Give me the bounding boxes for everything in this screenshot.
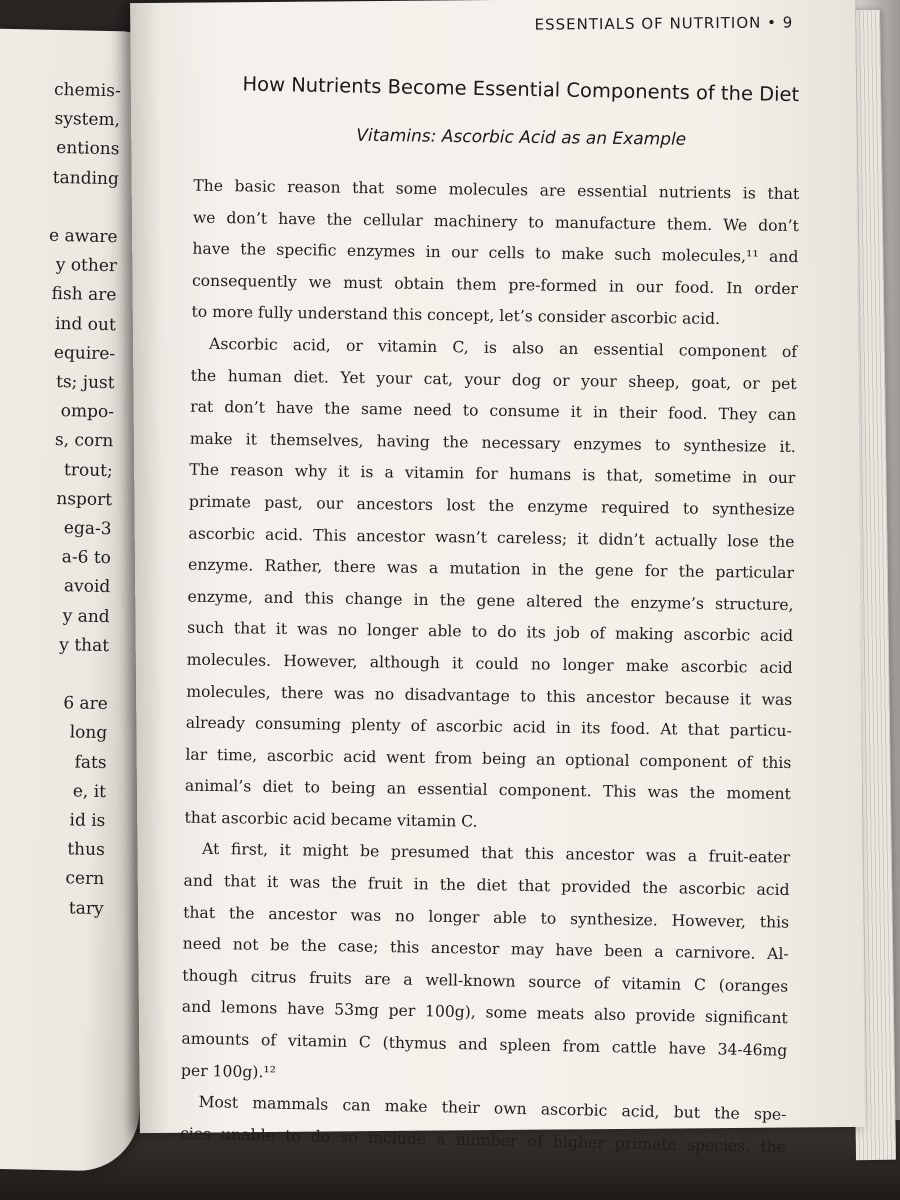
left-page-line: system, — [54, 109, 121, 131]
body-line: have the specific enzymes in our cells to make such molecules,¹¹ and — [192, 239, 799, 267]
body-line: that the ancestor was no longer able to synthesize. However, this — [183, 903, 790, 932]
body-line: enzyme. Rather, there was a mutation in the gene for the particular — [187, 555, 795, 583]
body-line: amounts of vitamin C (thymus and spleen from cattle have 34-46mg — [181, 1029, 788, 1060]
left-page-line: tanding — [52, 167, 120, 189]
body-line: enzyme, and this change in the gene altered the enzyme’s structure, — [187, 587, 794, 614]
left-page-line: 6 are — [63, 693, 109, 715]
body-line: to more fully understand this concept, let’s consider ascorbic acid. — [191, 302, 721, 329]
left-page-line: y that — [59, 634, 110, 656]
body-line: The basic reason that some molecules are essential nutrients is that — [193, 176, 800, 204]
section-heading: Vitamins: Ascorbic Acid as an Example — [356, 125, 687, 150]
left-page-line: chemis- — [53, 79, 121, 102]
left-page-line: s, corn — [54, 430, 114, 452]
body-line: already consuming plenty of ascorbic acid in its food. At that particu- — [185, 713, 792, 741]
body-line: ascorbic acid. This ancestor wasn’t careless; it didn’t actually lose the — [188, 524, 795, 551]
left-page-line: thus — [67, 839, 105, 861]
body-line: molecules, there was no disadvantage to this ancestor because it was — [186, 682, 793, 709]
left-page-line: ompo- — [60, 401, 115, 423]
left-page-line: long — [69, 722, 108, 744]
left-page-line: y and — [62, 605, 110, 627]
left-page-gap — [0, 658, 109, 690]
left-page-gap — [0, 191, 119, 223]
body-line: per 100g).¹² — [180, 1061, 277, 1082]
body-line: primate past, our ancestors lost the enzyme required to synthesize — [188, 492, 795, 520]
left-page-line: ega-3 — [63, 518, 112, 540]
body-line: that ascorbic acid became vitamin C. — [184, 808, 478, 831]
left-page-line: fats — [74, 752, 107, 773]
left-page-line: entions — [56, 138, 120, 160]
body-line: animal’s diet to being an essential component. This was the moment — [184, 776, 792, 804]
left-page-line: cern — [65, 868, 105, 890]
body-line: though citrus fruits are a well-known source of vitamin C (oranges — [182, 966, 789, 996]
body-line: the human diet. Yet your cat, your dog or your sheep, goat, or pet — [190, 366, 797, 393]
body-line: lar time, ascorbic acid went from being an optional component of this — [185, 745, 792, 772]
body-line: rat don’t have the same need to consume it in their food. They can — [190, 397, 797, 425]
left-page-line: ts; just — [55, 371, 115, 394]
body-line: need not be the case; this ancestor may have been a carnivore. Al- — [182, 934, 789, 964]
left-page-line: tary — [68, 898, 104, 919]
left-page-line: a-6 to — [61, 547, 112, 569]
left-page-line: id is — [69, 810, 106, 832]
left-page-line: nsport — [56, 488, 113, 510]
body-line: At first, it might be presumed that this ancestor was a fruit-eater — [201, 840, 791, 868]
body-line: Ascorbic acid, or vitamin C, is also an essential component of — [209, 334, 798, 362]
body-line: make it themselves, having the necessary enzymes to synthesize it. — [189, 429, 796, 456]
left-page-line: ind out — [54, 313, 116, 335]
body-line: consequently we must obtain them pre-formed in our food. In order — [191, 271, 799, 298]
left-page-line: e, it — [72, 781, 107, 802]
left-page-line: y other — [55, 255, 118, 277]
body-line: Most mammals can make their own ascorbic acid, but the spe- — [198, 1093, 787, 1124]
body-line: and lemons have 53mg per 100g), some meats also provide significant — [181, 997, 788, 1028]
body-line: molecules. However, although it could no longer make ascorbic acid — [186, 650, 793, 677]
running-head: ESSENTIALS OF NUTRITION • 9 — [534, 13, 794, 34]
left-page-text — [0, 74, 121, 924]
body-line: and that it was the fruit in the diet that provided the ascorbic acid — [183, 871, 790, 900]
left-page-line: trout; — [63, 459, 113, 481]
body-line: we don’t have the cellular machinery to manufacture them. We don’t — [192, 208, 799, 235]
body-text — [180, 171, 800, 1159]
left-page-line: e aware — [48, 225, 118, 248]
chapter-heading: How Nutrients Become Essential Components of the Diet — [242, 72, 800, 107]
right-page — [130, 0, 865, 1157]
left-page-line: avoid — [63, 576, 111, 598]
left-page-line: fish are — [51, 284, 117, 306]
body-line: such that it was no longer able to do its job of making ascorbic acid — [187, 618, 794, 646]
body-line: cies unable to do so include a number of higher primate species, the — [179, 1124, 787, 1157]
left-page-line: equire- — [53, 342, 116, 365]
body-line: The reason why it is a vitamin for humans is that, sometime in our — [189, 460, 796, 488]
